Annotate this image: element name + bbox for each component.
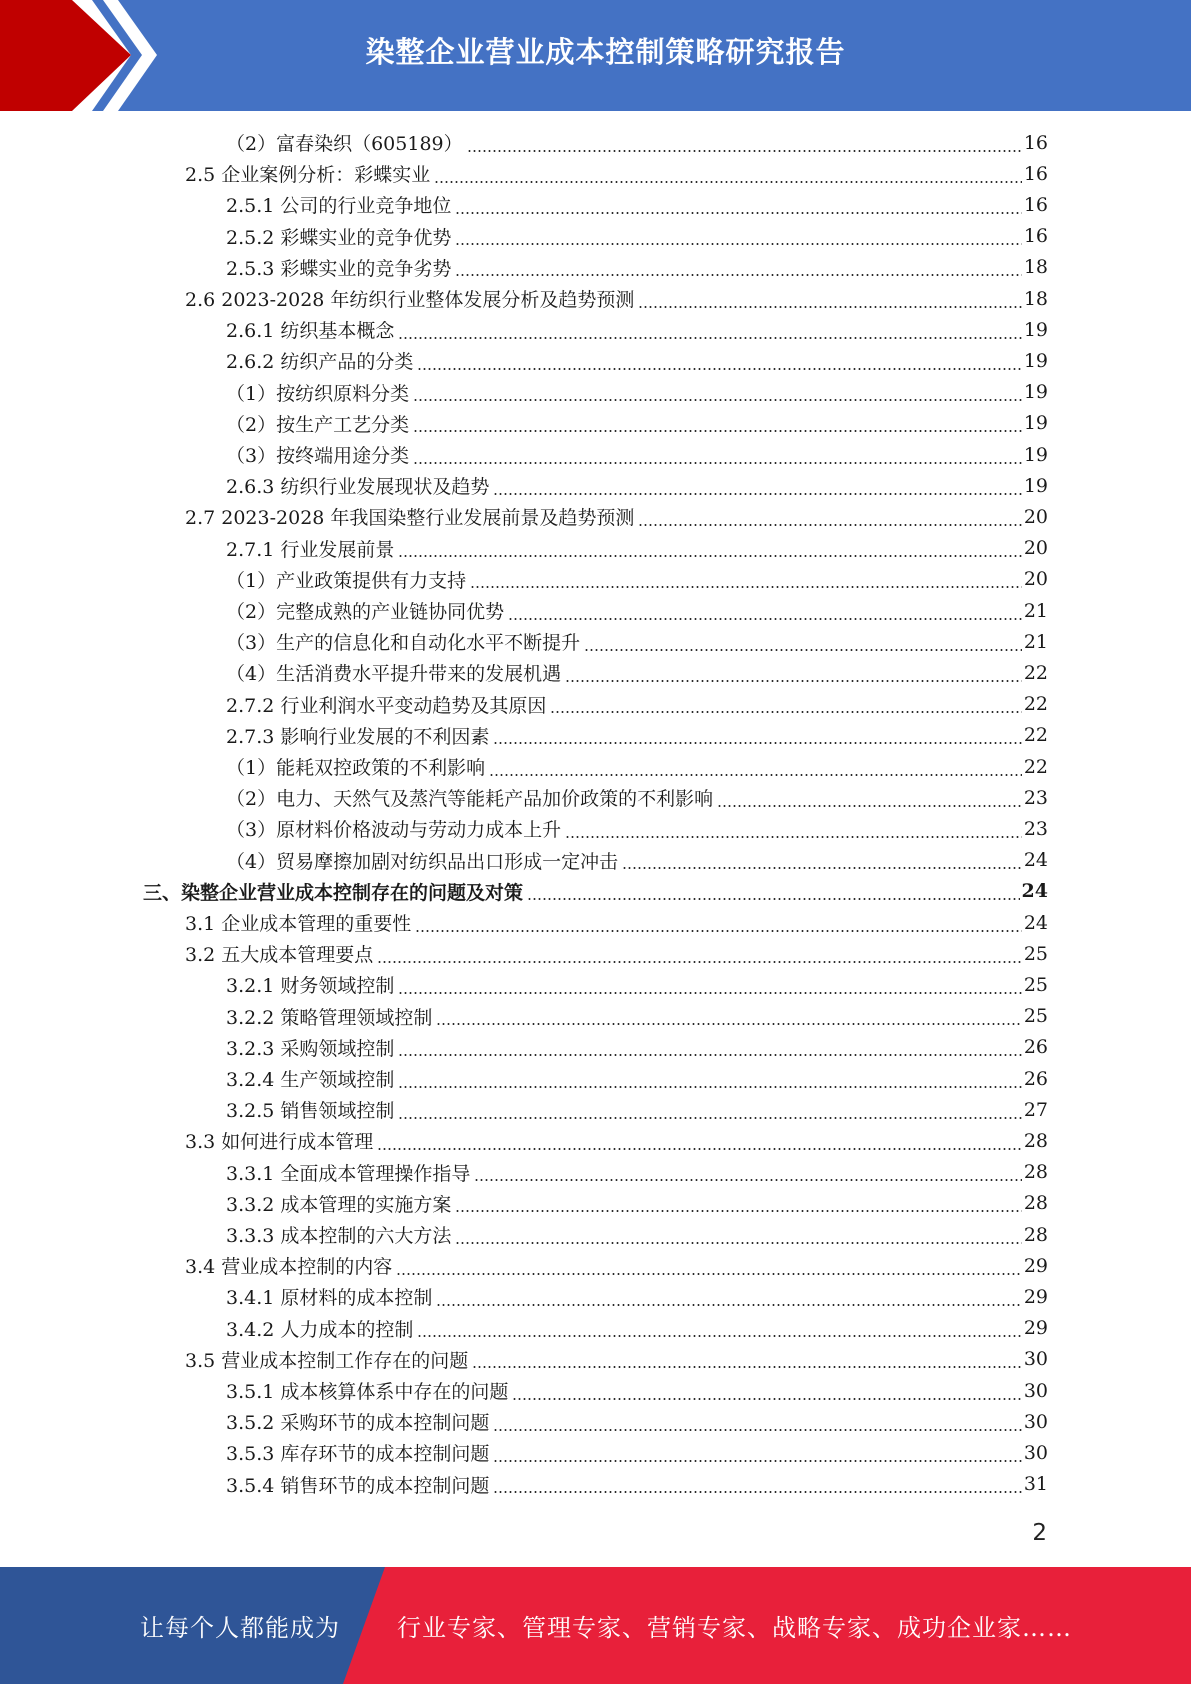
- toc-entry[interactable]: [185, 1125, 1048, 1156]
- toc-dot-leader: [396, 1266, 1022, 1276]
- toc-entry-title: 3.4.2 人力成本的控制: [226, 1318, 414, 1341]
- toc-entry[interactable]: [226, 1032, 1048, 1063]
- toc-dot-leader: [493, 486, 1021, 496]
- toc-entry-title: （1）产业政策提供有力支持: [226, 569, 467, 592]
- toc-entry[interactable]: [185, 501, 1048, 532]
- toc-entry-page: 19: [1023, 474, 1048, 497]
- toc-dot-leader: [417, 361, 1021, 371]
- toc-entry-page: 24: [1023, 849, 1048, 872]
- toc-entry-title: 2.5 企业案例分析：彩蝶实业: [185, 164, 431, 187]
- page-header: [0, 0, 1191, 111]
- toc-entry-title: 3.2.2 策略管理领域控制: [226, 1006, 433, 1029]
- toc-entry-title: 2.7.2 行业利润水平变动趋势及其原因: [226, 694, 547, 717]
- footer-slogan-right: 行业专家、管理专家、营销专家、战略专家、成功企业家……: [397, 1614, 1072, 1642]
- toc-dot-leader: [377, 954, 1022, 964]
- toc-entry-page: 29: [1023, 1254, 1048, 1277]
- toc-dot-leader: [638, 517, 1021, 527]
- toc-entry-page: 22: [1023, 724, 1048, 747]
- toc-dot-leader: [470, 579, 1022, 589]
- toc-entry-title: （2）电力、天然气及蒸汽等能耗产品加价政策的不利影响: [226, 788, 714, 811]
- toc-entry-page: 29: [1023, 1317, 1048, 1340]
- toc-entry[interactable]: [226, 1281, 1048, 1312]
- toc-entry-title: 3.2.4 生产领域控制: [226, 1069, 395, 1091]
- toc-entry-title: （4）贸易摩擦加剧对纺织品出口形成一定冲击: [226, 850, 619, 873]
- toc-dot-leader: [638, 299, 1021, 309]
- toc-entry[interactable]: [226, 626, 1048, 657]
- toc-entry[interactable]: [226, 1219, 1048, 1250]
- toc-entry[interactable]: [226, 813, 1048, 844]
- toc-entry-page: 20: [1023, 505, 1048, 528]
- toc-entry[interactable]: [226, 314, 1048, 345]
- toc-entry[interactable]: [226, 751, 1048, 782]
- toc-entry-page: 29: [1023, 1285, 1048, 1308]
- toc-dot-leader: [398, 330, 1021, 340]
- toc-entry[interactable]: [226, 189, 1048, 220]
- toc-entry[interactable]: [226, 345, 1048, 376]
- toc-dot-leader: [413, 392, 1022, 402]
- toc-entry[interactable]: [226, 408, 1048, 439]
- toc-entry[interactable]: [226, 533, 1048, 564]
- toc-dot-leader: [508, 611, 1022, 621]
- toc-entry[interactable]: [185, 283, 1048, 314]
- toc-entry[interactable]: [226, 969, 1048, 1000]
- toc-entry[interactable]: [226, 564, 1048, 595]
- toc-entry-page: 23: [1023, 786, 1048, 809]
- toc-entry-page: 27: [1023, 1098, 1048, 1121]
- toc-dot-leader: [415, 923, 1022, 933]
- toc-entry[interactable]: [226, 1063, 1048, 1094]
- toc-entry[interactable]: [226, 1188, 1048, 1219]
- toc-entry-title: 2.7.1 行业发展前景: [226, 538, 395, 561]
- toc-entry-title: 2.6.3 纺织行业发展现状及趋势: [226, 476, 490, 499]
- toc-dot-leader: [512, 1391, 1021, 1401]
- toc-entry-title: 3.4.1 原材料的成本控制: [226, 1287, 433, 1310]
- toc-entry[interactable]: [226, 470, 1048, 501]
- toc-entry-page: 18: [1023, 287, 1048, 310]
- toc-dot-leader: [436, 1016, 1021, 1026]
- toc-entry-title: 3.5.3 库存环节的成本控制问题: [226, 1443, 490, 1466]
- toc-entry-page: 16: [1023, 225, 1048, 248]
- toc-dot-leader: [434, 174, 1022, 184]
- toc-entry-page: 25: [1023, 942, 1048, 965]
- toc-entry[interactable]: [226, 689, 1048, 720]
- toc-entry[interactable]: [226, 1313, 1048, 1344]
- toc-dot-leader: [489, 767, 1022, 777]
- toc-entry-page: 31: [1023, 1473, 1048, 1496]
- toc-entry-title: 三、染整企业营业成本控制存在的问题及对策: [143, 881, 524, 904]
- toc-dot-leader: [413, 423, 1022, 433]
- toc-entry-page: 21: [1023, 599, 1048, 622]
- toc-entry[interactable]: [226, 377, 1048, 408]
- toc-dot-leader: [493, 1484, 1021, 1494]
- toc-entry-title: 2.6.2 纺织产品的分类: [226, 351, 414, 374]
- toc-entry-title: 3.3.2 成本管理的实施方案: [226, 1193, 452, 1216]
- toc-entry-title: （2）按生产工艺分类: [226, 413, 410, 436]
- toc-dot-leader: [472, 1359, 1022, 1369]
- toc-dot-leader: [455, 1203, 1021, 1213]
- toc-entry-page: 18: [1023, 256, 1048, 279]
- toc-dot-leader: [584, 642, 1022, 652]
- toc-entry-page: 22: [1023, 755, 1048, 778]
- toc-entry-title: 2.7.3 影响行业发展的不利因素: [226, 725, 490, 748]
- toc-dot-leader: [398, 548, 1021, 558]
- toc-entry-page: 16: [1023, 131, 1048, 154]
- toc-dot-leader: [565, 673, 1022, 683]
- toc-entry-page: 16: [1023, 193, 1048, 216]
- toc-dot-leader: [455, 205, 1021, 215]
- toc-entry-title: 3.5.2 采购环节的成本控制问题: [226, 1412, 490, 1435]
- toc-dot-leader: [467, 143, 1022, 153]
- toc-entry[interactable]: [185, 1250, 1048, 1281]
- toc-entry-page: 28: [1023, 1192, 1048, 1215]
- toc-dot-leader: [398, 1079, 1021, 1089]
- toc-dot-leader: [493, 1422, 1021, 1432]
- toc-dot-leader: [398, 985, 1021, 995]
- toc-entry-title: 3.3 如何进行成本管理: [185, 1131, 374, 1154]
- toc-dot-leader: [493, 1453, 1021, 1463]
- toc-dot-leader: [436, 1297, 1021, 1307]
- toc-entry-title: 3.3.3 成本控制的六大方法: [226, 1225, 452, 1247]
- toc-entry-page: 28: [1023, 1129, 1048, 1152]
- toc-entry-page: 20: [1023, 537, 1048, 560]
- toc-entry[interactable]: [226, 782, 1048, 813]
- footer-slogan-left: 让每个人都能成为: [140, 1614, 340, 1642]
- toc-entry-title: 3.2.3 采购领域控制: [226, 1037, 395, 1060]
- toc-entry-page: 28: [1023, 1223, 1048, 1246]
- toc-entry-page: 16: [1023, 162, 1048, 185]
- toc-entry[interactable]: [226, 845, 1048, 876]
- toc-entry-page: 19: [1023, 318, 1048, 341]
- toc-entry[interactable]: [226, 1001, 1048, 1032]
- toc-entry[interactable]: [226, 127, 1048, 158]
- toc-entry-title: （1）能耗双控政策的不利影响: [226, 757, 486, 779]
- toc-entry-title: 2.7 2023-2028 年我国染整行业发展前景及趋势预测: [185, 507, 635, 530]
- toc-entry-page: 26: [1023, 1067, 1048, 1090]
- toc-dot-leader: [455, 1235, 1021, 1245]
- toc-entry-title: 3.2 五大成本管理要点: [185, 944, 374, 967]
- toc-entry-title: 3.5.1 成本核算体系中存在的问题: [226, 1381, 509, 1403]
- toc-entry-page: 19: [1023, 443, 1048, 466]
- toc-entry[interactable]: [226, 439, 1048, 470]
- toc-entry-title: （3）生产的信息化和自动化水平不断提升: [226, 632, 581, 655]
- toc-entry-page: 23: [1023, 817, 1048, 840]
- toc-entry[interactable]: [226, 1375, 1048, 1406]
- toc-entry-page: 24: [1021, 880, 1048, 903]
- toc-dot-leader: [622, 860, 1022, 870]
- toc-entry[interactable]: [185, 907, 1048, 938]
- toc-entry[interactable]: [226, 1094, 1048, 1125]
- toc-entry[interactable]: [226, 221, 1048, 252]
- toc-entry-page: 19: [1023, 381, 1048, 404]
- page-footer: [0, 1567, 1191, 1684]
- toc-entry[interactable]: [185, 938, 1048, 969]
- toc-entry[interactable]: [226, 1157, 1048, 1188]
- toc-entry-page: 30: [1023, 1348, 1048, 1371]
- toc-entry[interactable]: [226, 595, 1048, 626]
- toc-entry-page: 25: [1023, 973, 1048, 996]
- toc-entry-title: 3.4 营业成本控制的内容: [185, 1256, 393, 1279]
- toc-entry-title: （3）原材料价格波动与劳动力成本上升: [226, 819, 562, 842]
- toc-dot-leader: [455, 267, 1021, 277]
- toc-entry-title: （4）生活消费水平提升带来的发展机遇: [226, 663, 562, 686]
- toc-entry-title: （2）完整成熟的产业链协同优势: [226, 601, 505, 623]
- toc-dot-leader: [717, 798, 1022, 808]
- toc-entry[interactable]: [185, 158, 1048, 189]
- toc-dot-leader: [377, 1141, 1022, 1151]
- toc-entry-title: 3.5.4 销售环节的成本控制问题: [226, 1474, 490, 1497]
- toc-entry-title: 2.5.1 公司的行业竞争地位: [226, 195, 452, 218]
- toc-dot-leader: [398, 1047, 1021, 1057]
- toc-entry-page: 30: [1023, 1410, 1048, 1433]
- toc-entry-page: 24: [1023, 911, 1048, 934]
- toc-entry-page: 30: [1023, 1379, 1048, 1402]
- toc-dot-leader: [474, 1172, 1021, 1182]
- toc-dot-leader: [417, 1328, 1021, 1338]
- toc-dot-leader: [398, 1110, 1021, 1120]
- toc-entry-page: 22: [1023, 661, 1048, 684]
- toc-dot-leader: [527, 891, 1020, 901]
- toc-entry-page: 25: [1023, 1005, 1048, 1028]
- toc-entry-title: 3.2.5 销售领域控制: [226, 1100, 395, 1123]
- toc-dot-leader: [550, 704, 1021, 714]
- report-title: 染整企业营业成本控制策略研究报告: [365, 34, 846, 69]
- toc-entry-title: （1）按纺织原料分类: [226, 382, 410, 405]
- toc-dot-leader: [455, 236, 1021, 246]
- toc-entry-title: 3.3.1 全面成本管理操作指导: [226, 1162, 471, 1185]
- toc-entry-page: 19: [1023, 349, 1048, 372]
- toc-dot-leader: [493, 735, 1021, 745]
- toc-dot-leader: [565, 829, 1022, 839]
- toc-entry-page: 28: [1023, 1161, 1048, 1184]
- toc-entry-page: 26: [1023, 1036, 1048, 1059]
- page-number: 2: [1032, 1520, 1047, 1546]
- toc-dot-leader: [413, 455, 1022, 465]
- toc-entry-title: 2.5.3 彩蝶实业的竞争劣势: [226, 257, 452, 280]
- toc-entry[interactable]: [226, 1437, 1048, 1468]
- toc-entry-title: （2）富春染织（605189）: [226, 133, 463, 155]
- toc-entry-page: 21: [1023, 630, 1048, 653]
- toc-entry[interactable]: [226, 1406, 1048, 1437]
- toc-entry-title: 3.1 企业成本管理的重要性: [185, 913, 412, 935]
- toc-entry-title: 2.6.1 纺织基本概念: [226, 320, 395, 343]
- toc-entry[interactable]: [185, 1344, 1048, 1375]
- toc-entry[interactable]: [226, 720, 1048, 751]
- toc-entry-title: 2.5.2 彩蝶实业的竞争优势: [226, 226, 452, 249]
- toc-entry-page: 30: [1023, 1441, 1048, 1464]
- toc-entry-title: 2.6 2023-2028 年纺织行业整体发展分析及趋势预测: [185, 289, 635, 311]
- toc-entry-title: 3.2.1 财务领域控制: [226, 975, 395, 998]
- toc-entry-page: 22: [1023, 693, 1048, 716]
- toc-entry-page: 19: [1023, 412, 1048, 435]
- toc-entry-title: 3.5 营业成本控制工作存在的问题: [185, 1349, 469, 1372]
- toc-entry[interactable]: [226, 657, 1048, 688]
- toc-entry[interactable]: [143, 876, 1048, 907]
- toc-entry-page: 20: [1023, 568, 1048, 591]
- toc-entry[interactable]: [226, 1469, 1048, 1500]
- toc-entry-title: （3）按终端用途分类: [226, 445, 410, 467]
- toc-entry[interactable]: [226, 252, 1048, 283]
